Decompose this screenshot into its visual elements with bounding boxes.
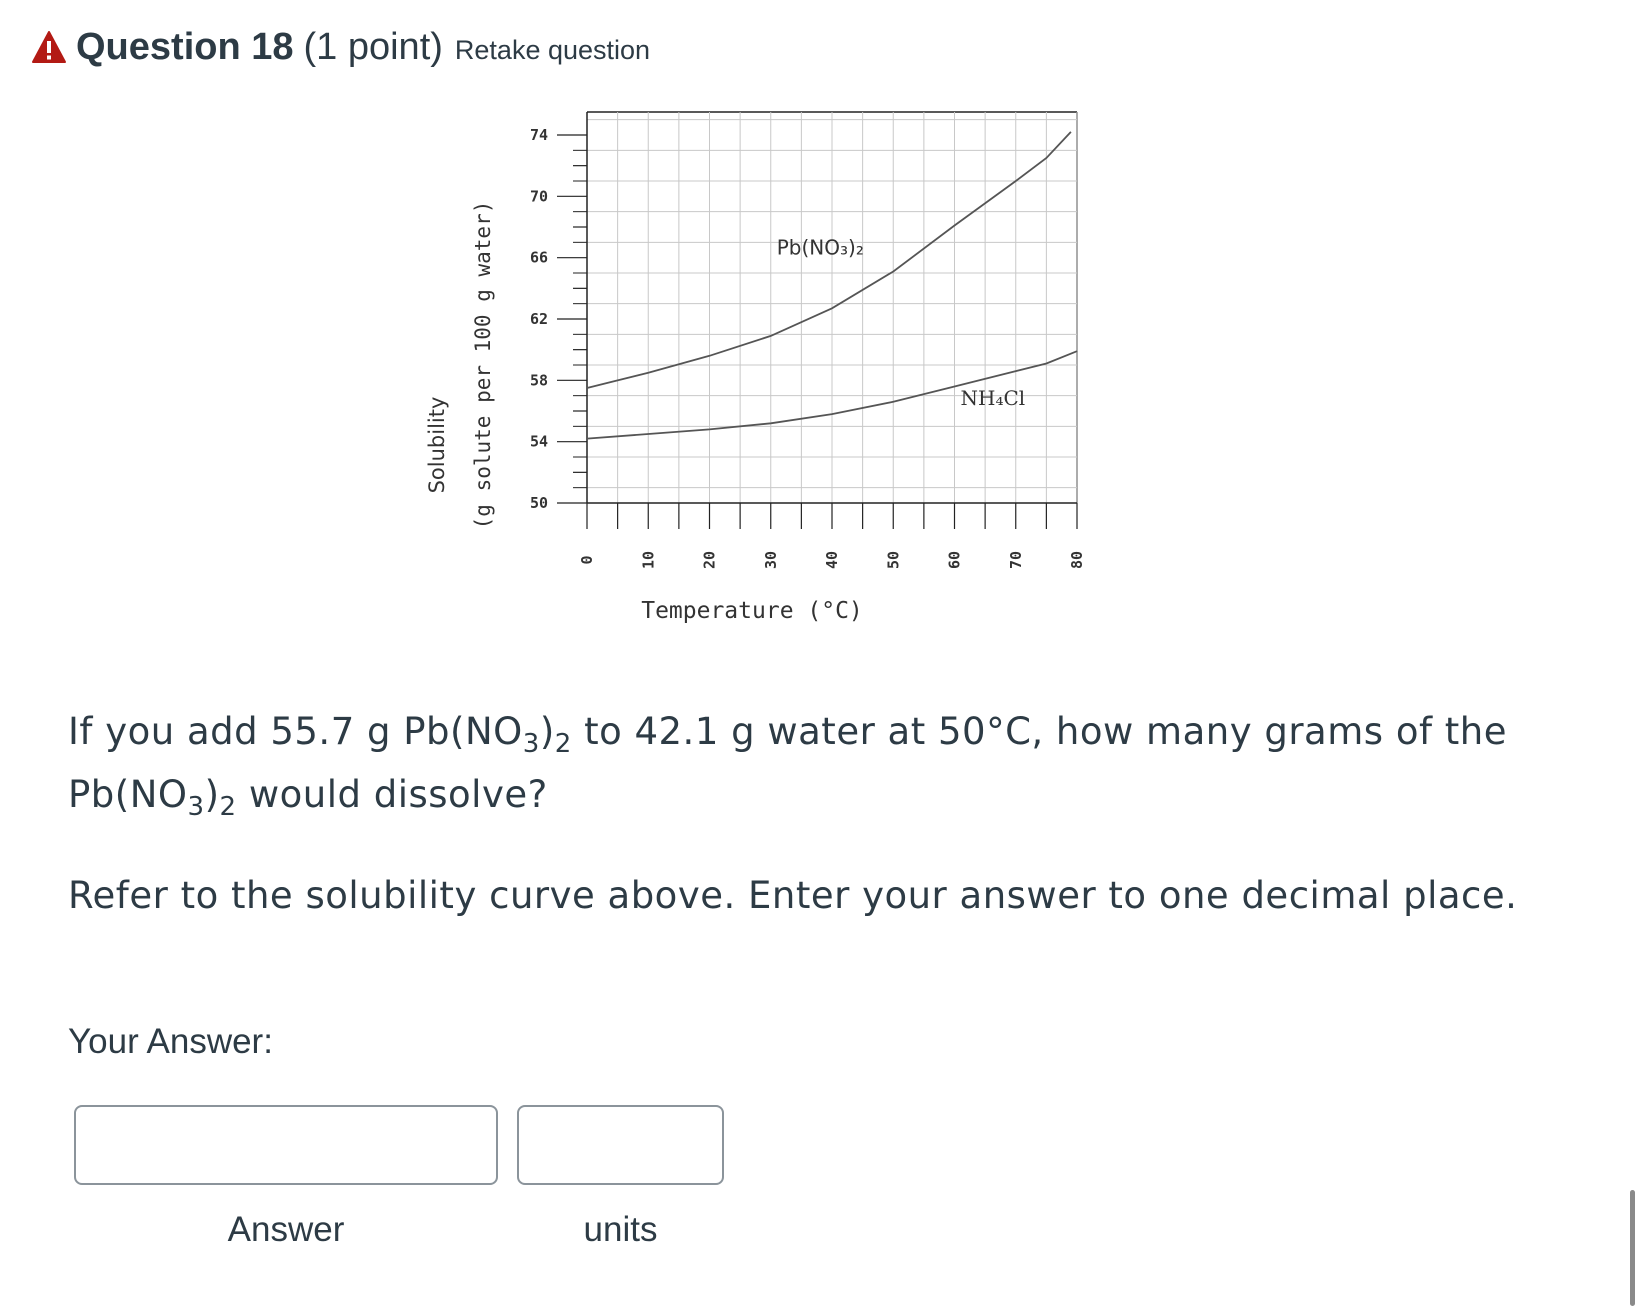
warning-icon <box>32 31 66 63</box>
y-tick-label: 58 <box>529 371 549 390</box>
y-tick-label: 50 <box>529 494 549 512</box>
subscript: 3 <box>522 729 540 759</box>
y-axis-title: Solubility <box>425 396 449 494</box>
question-title: Question 18 <box>76 26 294 68</box>
x-tick-label: 40 <box>823 550 841 570</box>
x-tick-label: 60 <box>945 550 964 570</box>
question-text-part: ) <box>539 710 555 753</box>
y-tick-label: 66 <box>529 248 549 267</box>
subscript: 3 <box>187 792 205 822</box>
question-text-part: to 42.1 g water at 50°C, how many grams of the Pb(NO <box>68 710 1507 816</box>
retake-question-link[interactable]: Retake question <box>454 35 651 65</box>
question-instruction: Refer to the solubility curve above. Enter your answer to one decimal place. <box>68 874 1518 917</box>
subscript: 2 <box>554 729 572 759</box>
x-tick-label: 20 <box>700 550 719 570</box>
x-tick-label: 80 <box>1068 550 1086 570</box>
solubility-chart <box>425 110 1150 670</box>
y-tick-label: 54 <box>529 432 549 451</box>
series-label: Pb(NO₃)₂ <box>776 235 864 260</box>
question-text-part: If you add 55.7 g Pb(NO <box>68 710 523 753</box>
question-text-part: ) <box>204 773 220 816</box>
subscript: 2 <box>219 792 237 822</box>
y-tick-label: 62 <box>529 310 549 328</box>
question-text-part: would dissolve? <box>236 773 548 816</box>
x-tick-label: 50 <box>884 550 903 570</box>
units-input[interactable] <box>517 1105 724 1185</box>
x-tick-label: 70 <box>1006 550 1025 570</box>
series-line <box>587 132 1071 388</box>
question-text <box>68 700 1528 826</box>
your-answer-label: Your Answer: <box>68 1022 273 1061</box>
answer-input[interactable] <box>74 1105 498 1185</box>
x-axis-title: Temperature (°C) <box>641 598 863 624</box>
question-points: (1 point) <box>303 26 443 68</box>
x-tick-label: 30 <box>761 550 780 570</box>
units-field-label: units <box>583 1210 658 1249</box>
y-tick-label: 74 <box>529 126 549 144</box>
x-tick-label: 10 <box>639 550 658 570</box>
y-axis-title: (g solute per 100 g water) <box>471 200 495 530</box>
x-tick-label: 0 <box>578 555 596 565</box>
series-label: NH₄Cl <box>960 385 1026 410</box>
question-header <box>32 26 650 74</box>
answer-field-label: Answer <box>227 1210 345 1249</box>
vertical-scrollbar[interactable] <box>1630 1190 1635 1306</box>
y-tick-label: 70 <box>529 187 549 206</box>
solubility-chart-svg <box>425 110 1150 670</box>
